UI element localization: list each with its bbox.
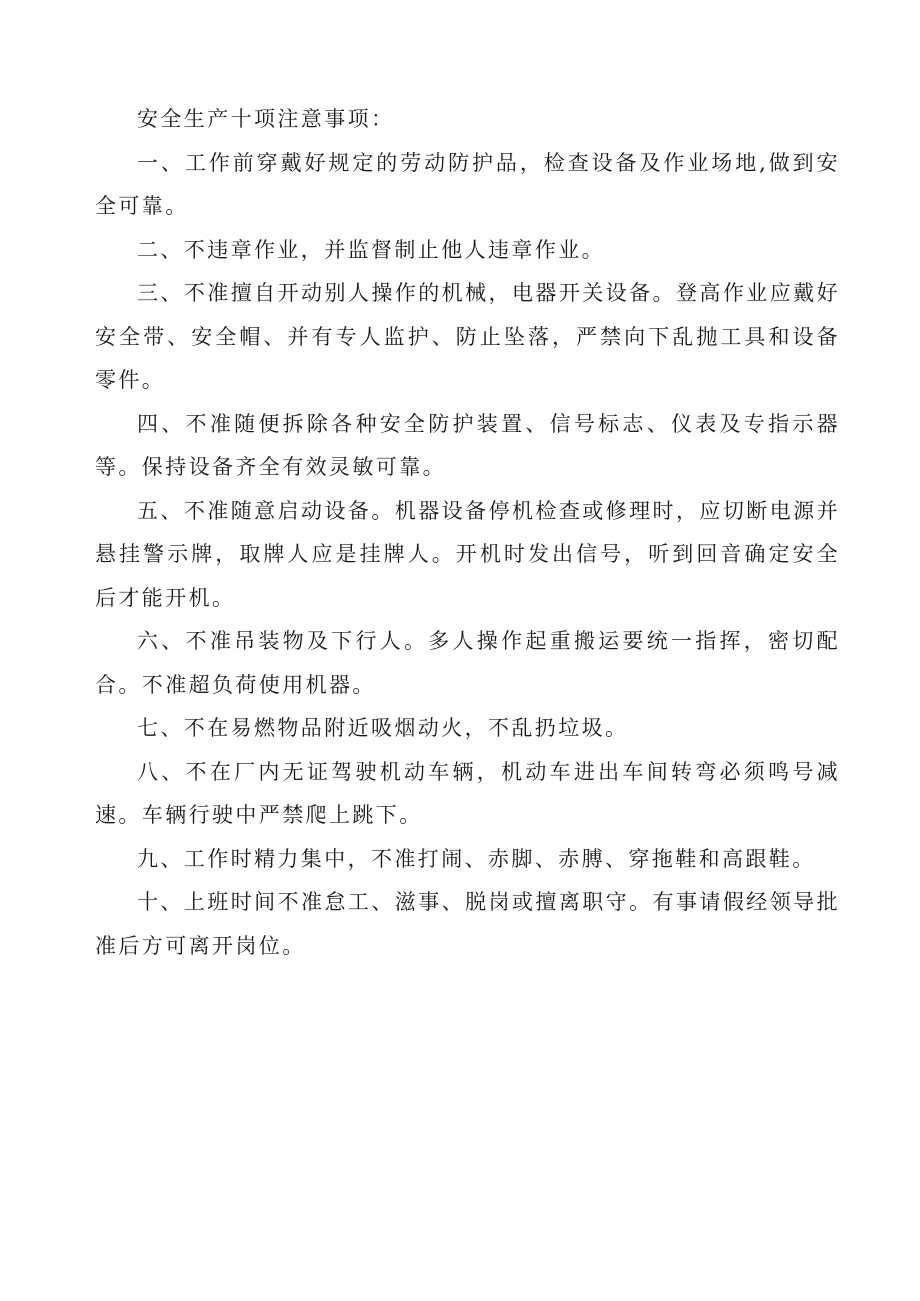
- rule-item-1: 一、工作前穿戴好规定的劳动防护品，检查设备及作业场地,做到安全可靠。: [95, 150, 840, 218]
- rule-item-8: 八、不在厂内无证驾驶机动车辆，机动车进出车间转弯必须鸣号减速。车辆行驶中严禁爬上跳下。: [95, 759, 840, 827]
- rule-item-3: 三、不准擅自开动别人操作的机械，电器开关设备。登高作业应戴好安全带、安全帽、并有专人监护、防止坠落，严禁向下乱抛工具和设备零件。: [95, 281, 840, 392]
- rule-item-5: 五、不准随意启动设备。机器设备停机检查或修理时，应切断电源并悬挂警示牌，取牌人应是挂牌人。开机时发出信号，听到回音确定安全后才能开机。: [95, 498, 840, 610]
- rule-item-6: 六、不准吊装物及下行人。多人操作起重搬运要统一指挥，密切配合。不准超负荷使用机器。: [95, 629, 840, 697]
- rule-item-10: 十、上班时间不准怠工、滋事、脱岗或擅离职守。有事请假经领导批准后方可离开岗位。: [95, 890, 840, 958]
- document-body: [95, 98, 840, 968]
- rule-item-7: 七、不在易燃物品附近吸烟动火，不乱扔垃圾。: [137, 716, 629, 740]
- rule-item-9: 九、工作时精力集中，不准打闹、赤脚、赤膊、穿拖鞋和高跟鞋。: [137, 846, 816, 871]
- rule-item-4: 四、不准随便拆除各种安全防护装置、信号标志、仪表及专指示器等。保持设备齐全有效灵敏可靠。: [95, 411, 840, 479]
- document-title: 安全生产十项注意事项：: [137, 107, 395, 131]
- rule-item-2: 二、不违章作业，并监督制止他人违章作业。: [137, 237, 605, 262]
